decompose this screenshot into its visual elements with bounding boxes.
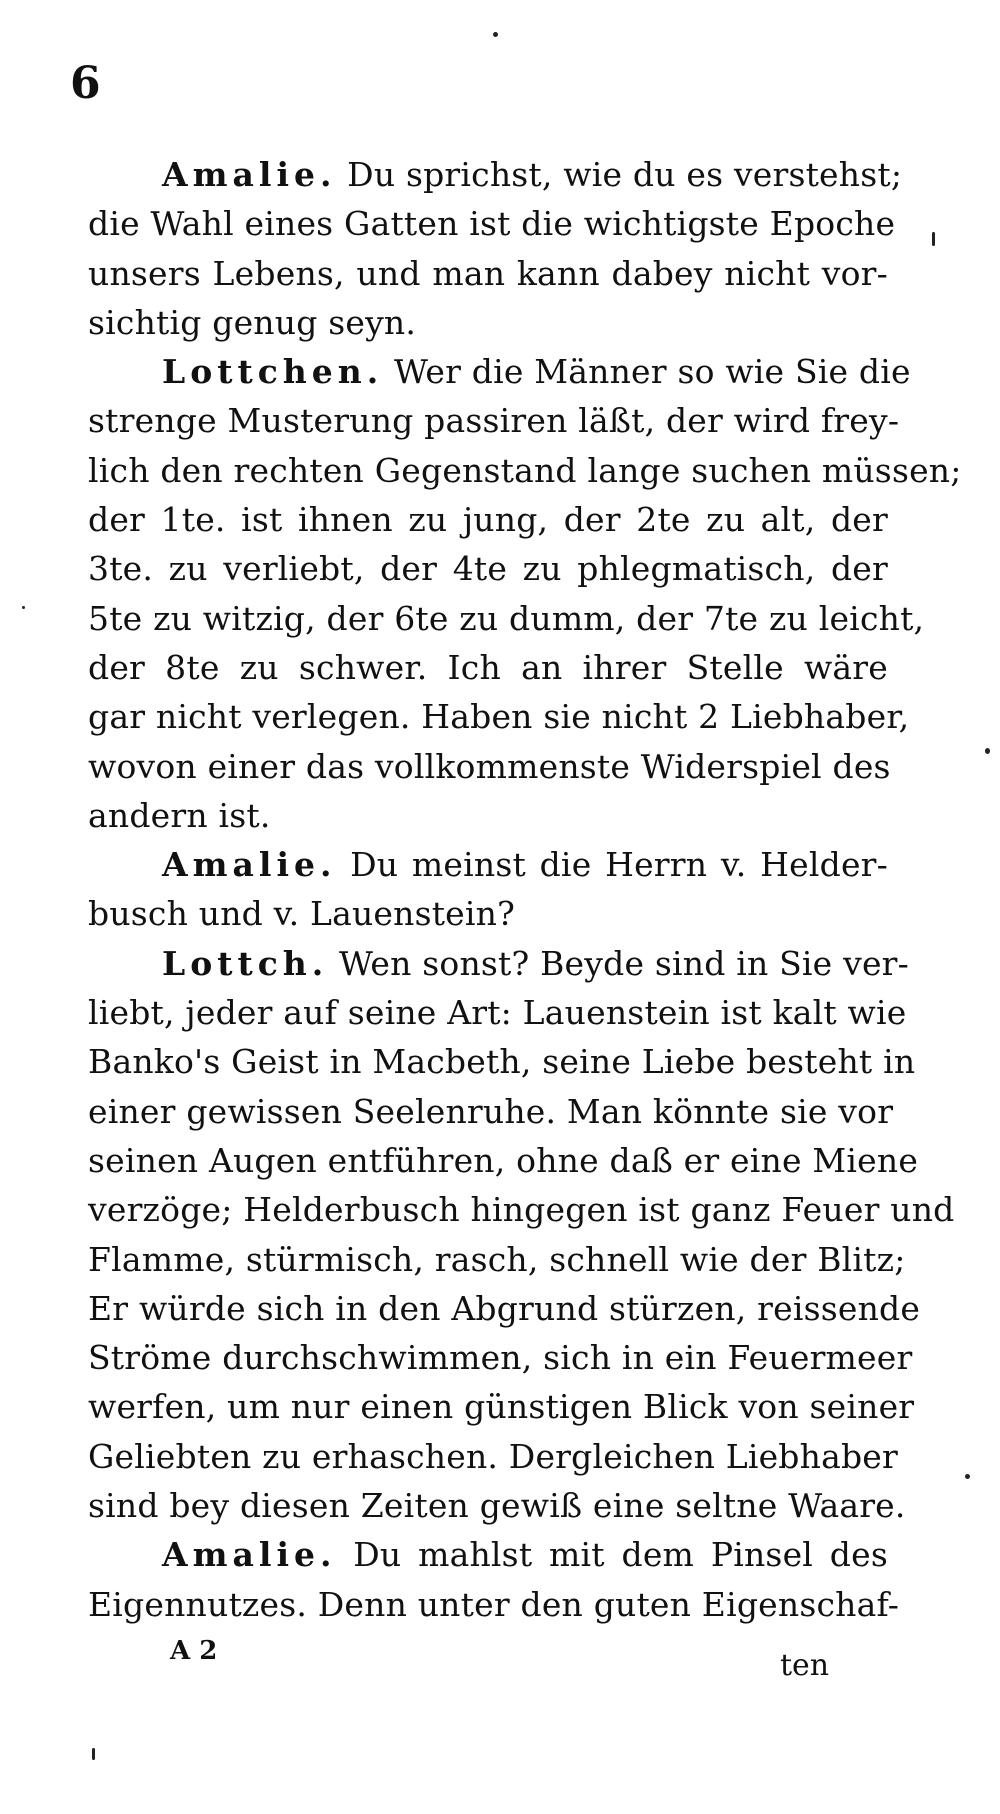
text-line <box>88 396 900 445</box>
text-line <box>88 199 896 248</box>
line-text: Wen sonst? Beyde sind in Sie ver- <box>328 943 910 983</box>
line-text: gar nicht verlegen. Haben sie nicht 2 Liebhaber, <box>88 697 910 737</box>
line-text: andern ist. <box>88 795 271 835</box>
text-line <box>88 1481 906 1530</box>
line-text: Er würde sich in den Abgrund stürzen, reissende <box>88 1288 921 1328</box>
paper-speck <box>985 748 990 754</box>
line-text: Geliebten zu erhaschen. Dergleichen Liebhaber <box>88 1436 898 1476</box>
text-line <box>88 544 888 593</box>
line-text: verzöge; Helderbusch hingegen ist ganz Feuer und <box>88 1190 955 1230</box>
paper-speck <box>932 232 935 246</box>
line-text: seinen Augen entführen, ohne daß er eine Miene <box>88 1140 919 1180</box>
line-text: Eigennutzes. Denn unter den guten Eigenschaf- <box>88 1584 900 1624</box>
speaker-name: Amalie. <box>162 1535 337 1575</box>
line-text: lich den rechten Gegenstand lange suchen müssen; <box>88 450 962 490</box>
paper-speck <box>22 606 25 609</box>
paper-speck <box>965 1474 970 1479</box>
speaker-name: Lottchen. <box>162 352 384 392</box>
line-text: Du sprichst, wie du es verstehst; <box>336 155 903 194</box>
text-line <box>88 249 888 298</box>
text-line <box>88 594 925 643</box>
text-line <box>88 742 891 791</box>
text-line <box>88 939 910 988</box>
text-line <box>88 1087 894 1136</box>
line-text: strenge Musterung passiren läßt, der wird frey- <box>88 401 900 441</box>
text-block <box>88 150 962 1629</box>
text-line <box>88 1235 906 1284</box>
line-text: busch und v. Lauenstein? <box>88 894 516 934</box>
text-line <box>88 446 962 495</box>
speaker-name: Amalie. <box>162 845 337 885</box>
text-line <box>88 643 888 692</box>
speaker-name: Amalie. <box>162 155 337 194</box>
line-text: Ströme durchschwimmen, sich in ein Feuermeer <box>88 1338 913 1378</box>
line-text: liebt, jeder auf seine Art: Lauenstein ist kalt wie <box>88 993 907 1033</box>
text-line <box>88 1382 915 1431</box>
text-line <box>88 1185 955 1234</box>
speaker-name: Lottch. <box>162 943 329 983</box>
line-text: sichtig genug seyn. <box>88 302 417 342</box>
text-line <box>88 1432 898 1481</box>
page-number: 6 <box>70 58 101 109</box>
line-text: Banko's Geist in Macbeth, seine Liebe besteht in <box>88 1042 916 1082</box>
line-text: Du mahlst mit dem Pinsel des <box>336 1535 888 1575</box>
text-line <box>88 840 888 889</box>
catchword: ten <box>780 1648 830 1683</box>
text-line <box>88 298 888 347</box>
text-line <box>88 791 888 840</box>
text-line <box>88 1037 916 1086</box>
text-line <box>88 692 910 741</box>
text-line <box>88 1136 919 1185</box>
line-text: unsers Lebens, und man kann dabey nicht vor- <box>88 253 888 293</box>
line-text: der 1te. ist ihnen zu jung, der 2te zu alt, der <box>88 500 888 540</box>
line-text: Du meinst die Herrn v. Helder- <box>336 845 888 885</box>
text-line <box>88 495 888 544</box>
line-text: der 8te zu schwer. Ich an ihrer Stelle wäre <box>88 647 888 687</box>
line-text: wovon einer das vollkommenste Widerspiel des <box>88 746 891 786</box>
text-line <box>88 1284 921 1333</box>
line-text: Wer die Männer so wie Sie die <box>383 352 911 392</box>
signature-mark: A 2 <box>170 1636 218 1666</box>
line-text: sind bey diesen Zeiten gewiß eine seltne Waare. <box>88 1486 906 1526</box>
paper-speck <box>92 1748 95 1760</box>
line-text: werfen, um nur einen günstigen Blick von seiner <box>88 1387 915 1427</box>
line-text: die Wahl eines Gatten ist die wichtigste Epoche <box>88 204 896 244</box>
text-line <box>88 1333 913 1382</box>
line-text: einer gewissen Seelenruhe. Man könnte sie vor <box>88 1091 894 1131</box>
text-line <box>88 988 907 1037</box>
line-text: 3te. zu verliebt, der 4te zu phlegmatisch, der <box>88 549 888 589</box>
text-line <box>88 889 888 938</box>
text-line <box>88 1530 888 1579</box>
text-line <box>88 1580 900 1629</box>
text-line <box>88 150 903 199</box>
paper-speck <box>493 32 498 37</box>
text-line <box>88 347 911 396</box>
line-text: Flamme, stürmisch, rasch, schnell wie der Blitz; <box>88 1239 906 1279</box>
line-text: 5te zu witzig, der 6te zu dumm, der 7te zu leicht, <box>88 598 925 638</box>
